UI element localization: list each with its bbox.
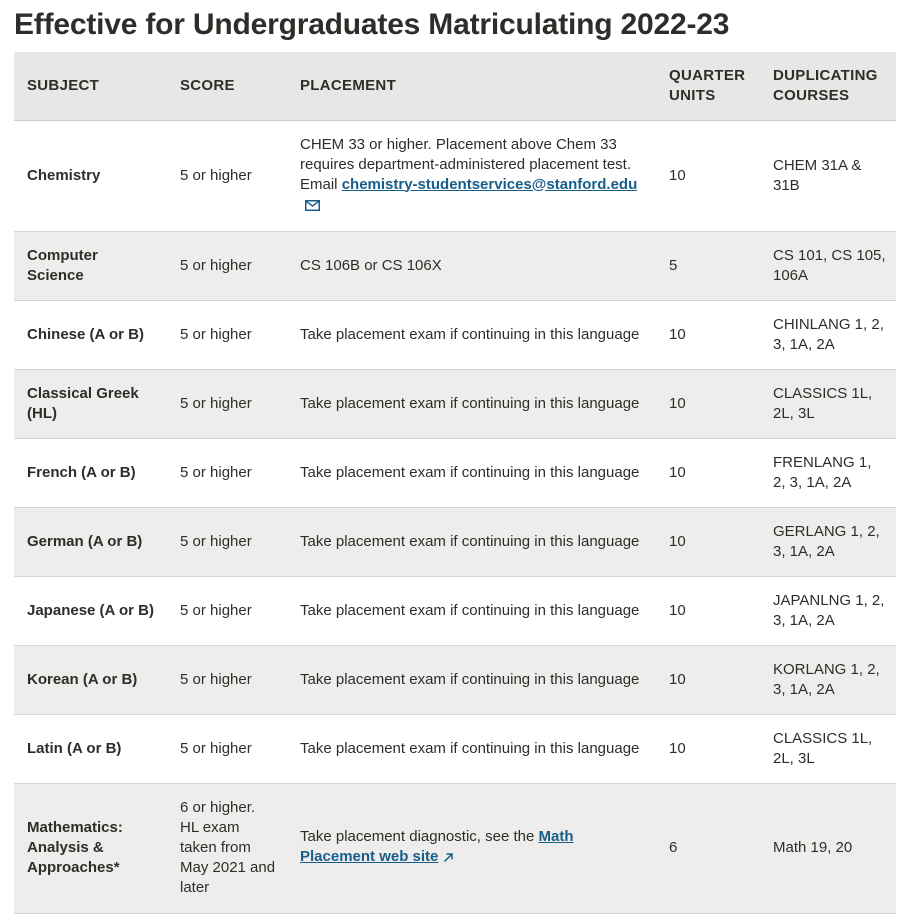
header-duplicating-courses: DUPLICATING COURSES	[759, 52, 896, 120]
cell-placement: Take placement exam if continuing in this language	[287, 507, 655, 576]
cell-score: 5 or higher	[167, 507, 287, 576]
math-placement-link[interactable]: Math Placement web site	[300, 828, 574, 865]
cell-duplicating: CHEM 31A & 31B	[759, 120, 896, 231]
cell-units: 5	[655, 231, 759, 300]
table-row	[14, 231, 896, 300]
ib-placement-table	[14, 52, 896, 914]
cell-score: 6 or higher. HL exam taken from May 2021 and later	[167, 783, 287, 913]
header-quarter-units: QUARTER UNITS	[655, 52, 759, 120]
cell-units: 6	[655, 783, 759, 913]
table-row	[14, 783, 896, 913]
cell-subject: Mathematics: Analysis & Approaches*	[14, 783, 167, 913]
cell-score: 5 or higher	[167, 120, 287, 231]
cell-duplicating: CLASSICS 1L, 2L, 3L	[759, 369, 896, 438]
cell-duplicating: Math 19, 20	[759, 783, 896, 913]
cell-units: 10	[655, 576, 759, 645]
header-score: SCORE	[167, 52, 287, 120]
cell-subject: German (A or B)	[14, 507, 167, 576]
table-row	[14, 576, 896, 645]
cell-units: 10	[655, 438, 759, 507]
cell-units: 10	[655, 369, 759, 438]
cell-subject: Latin (A or B)	[14, 714, 167, 783]
cell-units: 10	[655, 120, 759, 231]
cell-score: 5 or higher	[167, 576, 287, 645]
cell-placement: Take placement exam if continuing in this language	[287, 438, 655, 507]
cell-subject: Computer Science	[14, 231, 167, 300]
cell-subject: Chemistry	[14, 120, 167, 231]
cell-duplicating: KORLANG 1, 2, 3, 1A, 2A	[759, 645, 896, 714]
cell-units: 10	[655, 300, 759, 369]
table-row	[14, 714, 896, 783]
page-title: Effective for Undergraduates Matriculating 2022-23	[14, 8, 730, 41]
table-row	[14, 300, 896, 369]
header-placement: PLACEMENT	[287, 52, 655, 120]
chemistry-email-link[interactable]: chemistry-studentservices@stanford.edu	[341, 175, 638, 193]
envelope-icon	[305, 197, 320, 217]
cell-score: 5 or higher	[167, 369, 287, 438]
header-subject: SUBJECT	[14, 52, 167, 120]
external-link-icon	[443, 849, 454, 869]
cell-duplicating: FRENLANG 1, 2, 3, 1A, 2A	[759, 438, 896, 507]
table-row	[14, 120, 896, 231]
table-row	[14, 369, 896, 438]
cell-units: 10	[655, 645, 759, 714]
cell-score: 5 or higher	[167, 300, 287, 369]
cell-placement: Take placement exam if continuing in this language	[287, 300, 655, 369]
cell-placement: Take placement exam if continuing in this language	[287, 369, 655, 438]
cell-duplicating: GERLANG 1, 2, 3, 1A, 2A	[759, 507, 896, 576]
cell-units: 10	[655, 714, 759, 783]
cell-duplicating: CS 101, CS 105, 106A	[759, 231, 896, 300]
cell-placement: CS 106B or CS 106X	[287, 231, 655, 300]
cell-subject: French (A or B)	[14, 438, 167, 507]
table-row	[14, 438, 896, 507]
cell-placement	[287, 120, 655, 231]
table-row	[14, 645, 896, 714]
cell-placement: Take placement exam if continuing in this language	[287, 576, 655, 645]
placement-text: CHEM 33 or higher. Placement above Chem 33 requires department-administered placement test. Email	[300, 135, 631, 193]
cell-subject: Classical Greek (HL)	[14, 369, 167, 438]
table-row	[14, 507, 896, 576]
placement-text: Take placement diagnostic, see the	[300, 828, 539, 845]
table-header-row	[14, 52, 896, 120]
cell-score: 5 or higher	[167, 714, 287, 783]
cell-duplicating: JAPANLNG 1, 2, 3, 1A, 2A	[759, 576, 896, 645]
cell-units: 10	[655, 507, 759, 576]
cell-subject: Korean (A or B)	[14, 645, 167, 714]
cell-subject: Japanese (A or B)	[14, 576, 167, 645]
cell-placement: Take placement exam if continuing in this language	[287, 645, 655, 714]
cell-score: 5 or higher	[167, 645, 287, 714]
cell-score: 5 or higher	[167, 231, 287, 300]
cell-placement	[287, 783, 655, 913]
cell-duplicating: CLASSICS 1L, 2L, 3L	[759, 714, 896, 783]
cell-score: 5 or higher	[167, 438, 287, 507]
cell-duplicating: CHINLANG 1, 2, 3, 1A, 2A	[759, 300, 896, 369]
cell-subject: Chinese (A or B)	[14, 300, 167, 369]
cell-placement: Take placement exam if continuing in this language	[287, 714, 655, 783]
